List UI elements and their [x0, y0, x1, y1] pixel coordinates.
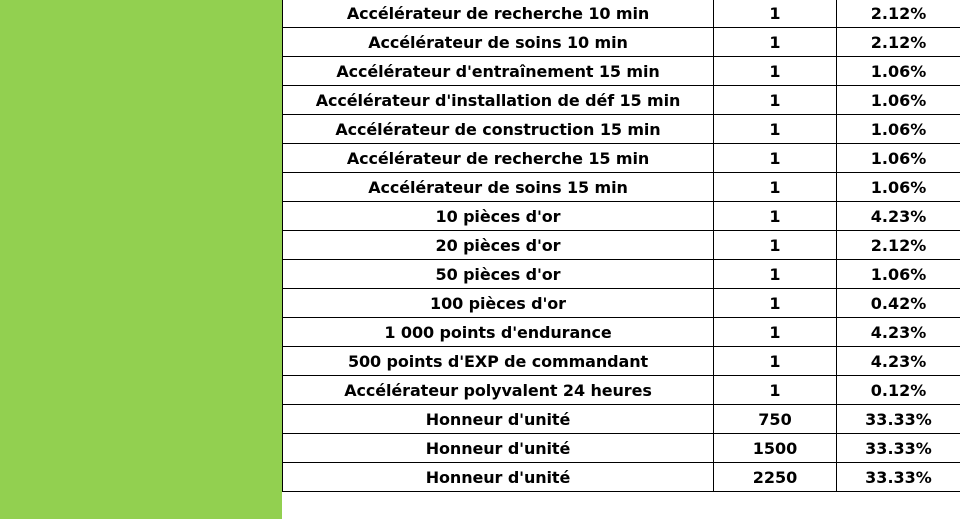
reward-item-name: Accélérateur de recherche 15 min	[283, 144, 714, 173]
reward-item-name: 10 pièces d'or	[283, 202, 714, 231]
reward-probability: 33.33%	[837, 405, 960, 434]
reward-item-name: Honneur d'unité	[283, 434, 714, 463]
reward-item-name: 20 pièces d'or	[283, 231, 714, 260]
rewards-table	[282, 0, 960, 492]
rewards-table-container	[282, 0, 960, 492]
table-row	[283, 405, 960, 434]
reward-probability: 1.06%	[837, 260, 960, 289]
reward-quantity: 1	[714, 144, 837, 173]
reward-probability: 33.33%	[837, 463, 960, 492]
reward-probability: 1.06%	[837, 173, 960, 202]
table-row	[283, 86, 960, 115]
table-row	[283, 144, 960, 173]
table-row	[283, 231, 960, 260]
table-row	[283, 260, 960, 289]
reward-probability: 1.06%	[837, 57, 960, 86]
reward-item-name: Honneur d'unité	[283, 405, 714, 434]
table-row	[283, 463, 960, 492]
reward-probability: 1.06%	[837, 86, 960, 115]
reward-item-name: Accélérateur polyvalent 24 heures	[283, 376, 714, 405]
reward-probability: 4.23%	[837, 318, 960, 347]
reward-item-name: 500 points d'EXP de commandant	[283, 347, 714, 376]
reward-probability: 0.12%	[837, 376, 960, 405]
reward-probability: 33.33%	[837, 434, 960, 463]
reward-quantity: 750	[714, 405, 837, 434]
table-row	[283, 115, 960, 144]
reward-item-name: 50 pièces d'or	[283, 260, 714, 289]
reward-item-name: Accélérateur d'installation de déf 15 min	[283, 86, 714, 115]
reward-quantity: 1	[714, 347, 837, 376]
reward-probability: 2.12%	[837, 0, 960, 28]
reward-quantity: 1500	[714, 434, 837, 463]
reward-quantity: 1	[714, 260, 837, 289]
table-row	[283, 289, 960, 318]
reward-probability: 0.42%	[837, 289, 960, 318]
reward-item-name: Accélérateur de construction 15 min	[283, 115, 714, 144]
reward-quantity: 1	[714, 289, 837, 318]
table-row	[283, 173, 960, 202]
reward-item-name: Accélérateur d'entraînement 15 min	[283, 57, 714, 86]
reward-probability: 2.12%	[837, 28, 960, 57]
table-row	[283, 434, 960, 463]
reward-quantity: 1	[714, 173, 837, 202]
reward-quantity: 1	[714, 318, 837, 347]
reward-item-name: Accélérateur de soins 15 min	[283, 173, 714, 202]
rewards-table-body	[283, 0, 960, 492]
reward-quantity: 1	[714, 376, 837, 405]
reward-quantity: 1	[714, 202, 837, 231]
reward-quantity: 1	[714, 57, 837, 86]
reward-quantity: 1	[714, 28, 837, 57]
table-row	[283, 318, 960, 347]
reward-quantity: 2250	[714, 463, 837, 492]
reward-quantity: 1	[714, 115, 837, 144]
reward-item-name: 1 000 points d'endurance	[283, 318, 714, 347]
table-row	[283, 57, 960, 86]
reward-item-name: Honneur d'unité	[283, 463, 714, 492]
reward-quantity: 1	[714, 0, 837, 28]
reward-quantity: 1	[714, 231, 837, 260]
green-side-panel	[0, 0, 282, 519]
reward-item-name: Accélérateur de soins 10 min	[283, 28, 714, 57]
reward-probability: 1.06%	[837, 144, 960, 173]
reward-item-name: Accélérateur de recherche 10 min	[283, 0, 714, 28]
table-row	[283, 202, 960, 231]
reward-probability: 4.23%	[837, 347, 960, 376]
table-row	[283, 28, 960, 57]
table-row	[283, 376, 960, 405]
reward-quantity: 1	[714, 86, 837, 115]
reward-item-name: 100 pièces d'or	[283, 289, 714, 318]
reward-probability: 1.06%	[837, 115, 960, 144]
reward-probability: 4.23%	[837, 202, 960, 231]
reward-probability: 2.12%	[837, 231, 960, 260]
table-row	[283, 0, 960, 28]
table-row	[283, 347, 960, 376]
